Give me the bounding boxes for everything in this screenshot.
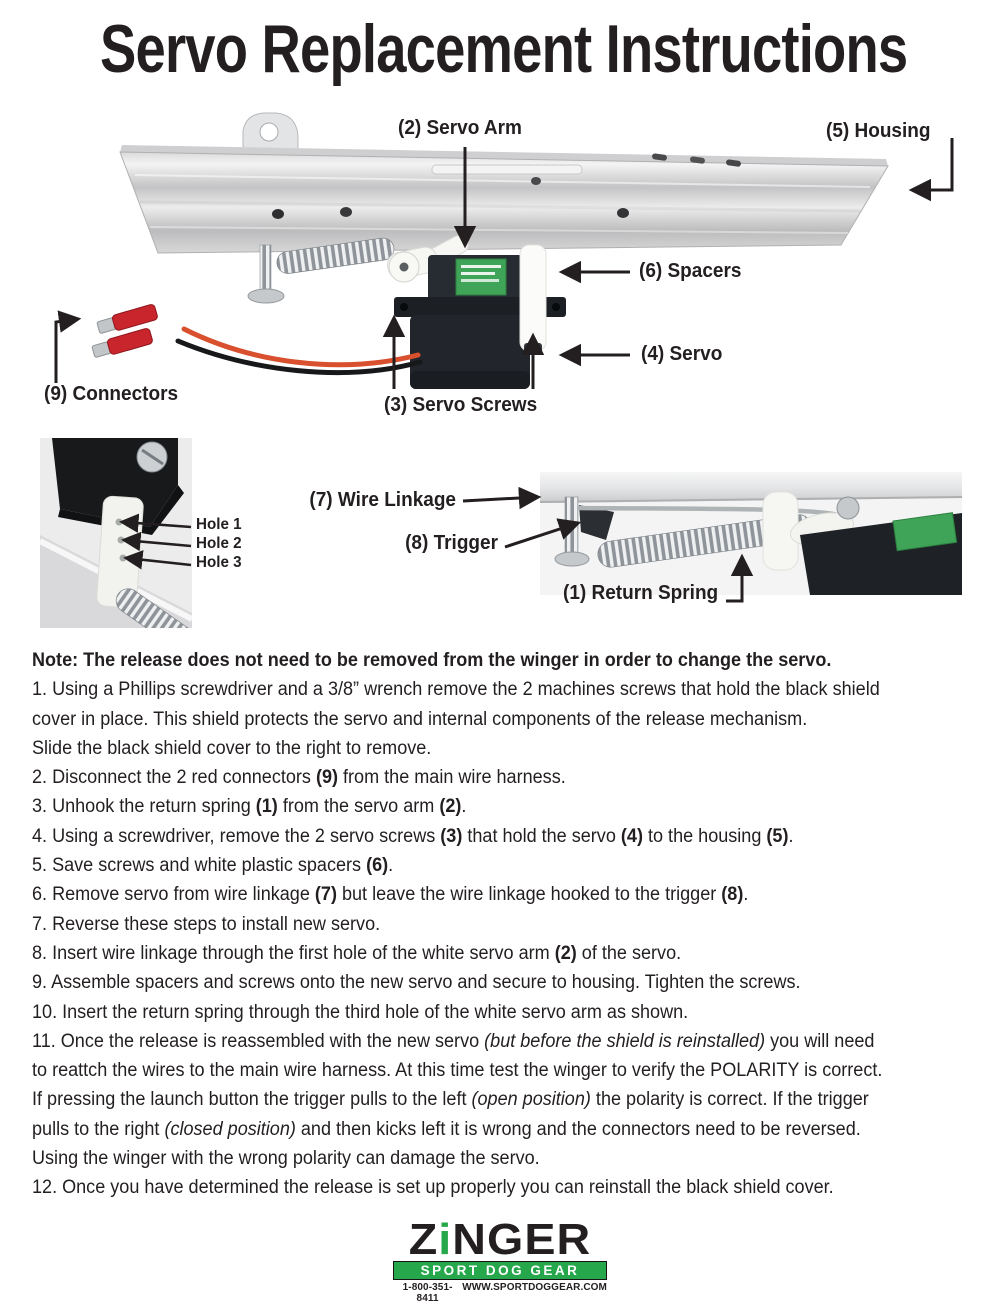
instruction-line: Using the winger with the wrong polarity can damage the servo. [32, 1148, 540, 1170]
brand-letters-rest: NGER [452, 1215, 592, 1264]
brand-phone: 1-800-351-8411 [402, 1282, 453, 1304]
brand-wordmark [387, 1215, 614, 1264]
instruction-line: pulls to the right (closed position) and then kicks left it is wrong and the connectors need to be reversed. [32, 1118, 861, 1140]
label-spacers: (6) Spacers [639, 260, 742, 282]
instructions-note: Note: The release does not need to be removed from the winger in order to change the servo. [32, 650, 832, 671]
return-spring-closeup-photo [540, 467, 962, 595]
instruction-line: 7. Reverse these steps to install new servo. [32, 913, 381, 935]
instruction-lines [32, 675, 984, 1202]
label-hole-1: Hole 1 [196, 516, 242, 533]
brand-contact-row [393, 1282, 607, 1304]
brand-tagline-banner: SPORT DOG GEAR [393, 1261, 607, 1280]
instruction-line: 9. Assemble spacers and screws onto the new servo and secure to housing. Tighten the screws. [32, 972, 801, 994]
red-connectors [91, 304, 158, 360]
instruction-line: 11. Once the release is reassembled with the new servo (but before the shield is reinstalled) you will need [32, 1030, 875, 1052]
label-trigger: (8) Trigger [405, 532, 498, 554]
instruction-line: 12. Once you have determined the release is set up properly you can reinstall the black shield cover. [32, 1177, 834, 1199]
instruction-line: If pressing the launch button the trigger pulls to the left (open position) the polarity is correct. If the trigger [32, 1089, 869, 1111]
instruction-line: 10. Insert the return spring through the third hole of the white servo arm as shown. [32, 1001, 689, 1023]
return-spring-and-screw [248, 237, 395, 303]
brand-letter-z: Z [408, 1215, 439, 1264]
label-wire-linkage: (7) Wire Linkage [309, 489, 456, 511]
servo-wires [178, 329, 420, 373]
label-servo: (4) Servo [641, 343, 723, 365]
label-connectors: (9) Connectors [44, 383, 179, 405]
instructions-block [32, 646, 984, 1203]
label-servo-arm: (2) Servo Arm [398, 117, 522, 139]
label-servo-screws: (3) Servo Screws [384, 394, 538, 416]
instruction-line: cover in place. This shield protects the servo and internal components of the release mechanism. [32, 708, 808, 730]
brand-letter-i-green: i [438, 1215, 453, 1264]
instruction-line: 1. Using a Phillips screwdriver and a 3/8” wrench remove the 2 machines screws that hold the black shield [32, 679, 880, 701]
instruction-line: to reattch the wires to the main wire harness. At this time test the winger to verify the POLARITY is correct. [32, 1060, 883, 1082]
label-housing: (5) Housing [826, 120, 931, 142]
label-hole-2: Hole 2 [196, 535, 242, 552]
instruction-line: 8. Insert wire linkage through the first hole of the white servo arm (2) of the servo. [32, 942, 682, 964]
detail-photos [0, 435, 1000, 635]
label-hole-3: Hole 3 [196, 554, 242, 571]
instruction-line: Slide the black shield cover to the right to remove. [32, 737, 432, 759]
instruction-line: 2. Disconnect the 2 red connectors (9) from the main wire harness. [32, 767, 566, 789]
brand-website: WWW.SPORTDOGGEAR.COM [462, 1282, 607, 1293]
servo-arm-closeup-photo [40, 438, 207, 635]
instruction-line: 5. Save screws and white plastic spacers (6). [32, 855, 394, 877]
brand-logo [393, 1215, 607, 1304]
instruction-line: 6. Remove servo from wire linkage (7) but leave the wire linkage hooked to the trigger (8). [32, 884, 749, 906]
instruction-line: 3. Unhook the return spring (1) from the servo arm (2). [32, 796, 467, 818]
housing-bar [120, 145, 888, 253]
instruction-line: 4. Using a screwdriver, remove the 2 servo screws (3) that hold the servo (4) to the housing (5). [32, 825, 794, 847]
page-title: Servo Replacement Instructions [100, 11, 908, 87]
label-return-spring: (1) Return Spring [563, 582, 719, 604]
figure-details [0, 435, 1000, 635]
